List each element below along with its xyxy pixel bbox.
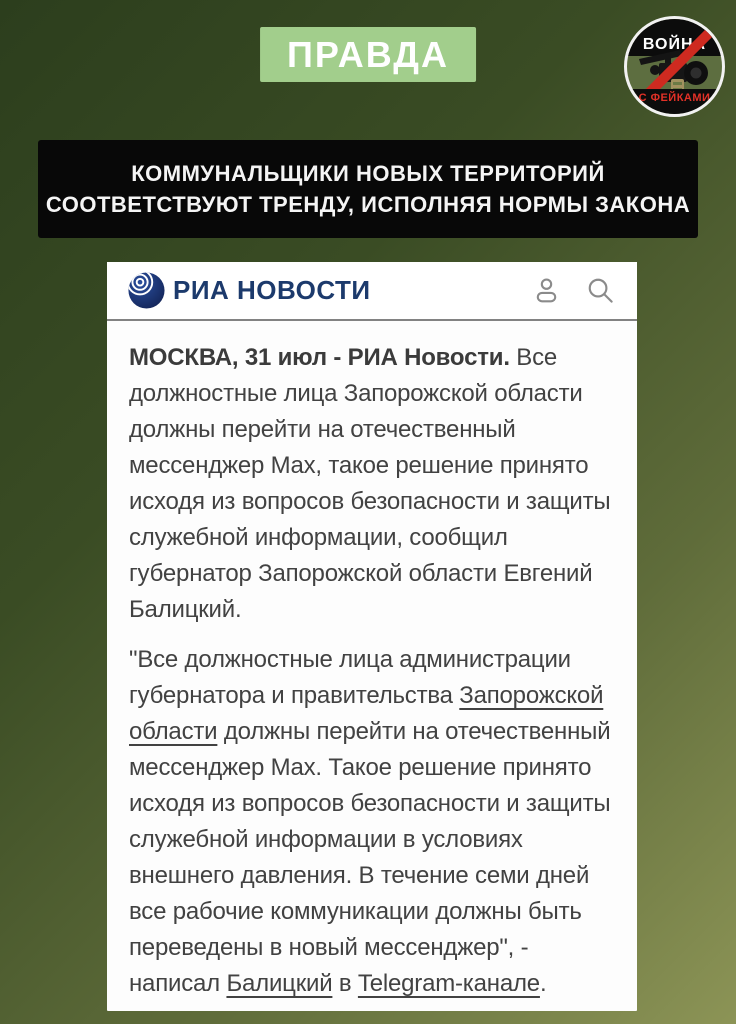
ria-novosti-logo[interactable]: [128, 272, 371, 309]
logo-top-label: ВОЙНА: [642, 36, 707, 53]
person-icon[interactable]: [531, 275, 562, 306]
paragraph-2-text: должны перейти на отечественный мессенджер Max. Такое решение принято исходя из вопросов безопасности и защиты служебной информации в условиях внешнего давления. В течение семи дней все рабочие коммуникации должны быть переведены в новый мессенджер", - написал: [129, 718, 611, 997]
ria-globe-icon: [128, 272, 165, 309]
paragraph-1: [129, 340, 615, 628]
war-on-fakes-logo-inner: [627, 19, 722, 114]
dateline-lead: МОСКВА, 31 июл - РИА Новости.: [129, 344, 510, 371]
headline-line-2: СООТВЕТСТВУЮТ ТРЕНДУ, ИСПОЛНЯЯ НОРМЫ ЗАКОНА: [45, 192, 691, 217]
war-on-fakes-logo: [624, 16, 725, 117]
paragraph-1-text: Все должностные лица Запорожской области должны перейти на отечественный мессенджер Max, такое решение принято исходя из вопросов безопасности и защиты служебной информации, сообщил губернатор Запорожской области Евгений Балицкий.: [129, 344, 611, 623]
headline-line-1: КОММУНАЛЬЩИКИ НОВЫХ ТЕРРИТОРИЙ: [131, 161, 605, 186]
logo-bottom-label: С ФЕЙКАМИ: [638, 92, 711, 104]
headline-banner: [38, 140, 698, 238]
article-body: [107, 321, 637, 1002]
search-icon[interactable]: [585, 275, 616, 306]
brand-name: РИА НОВОСТИ: [173, 275, 371, 305]
link-zaporozhye-region[interactable]: Запорожской области: [129, 682, 604, 745]
paragraph-2: [129, 642, 615, 1002]
header-actions: [531, 275, 616, 306]
truth-badge: ПРАВДА: [260, 27, 476, 82]
article-card: [107, 262, 637, 1011]
link-telegram-channel[interactable]: Telegram-канале: [357, 970, 540, 997]
link-balitsky[interactable]: Балицкий: [226, 970, 333, 997]
paragraph-2-text: .: [539, 970, 547, 997]
paragraph-2-text: в: [332, 970, 358, 997]
site-header: [107, 262, 637, 321]
paragraph-2-text: "Все должностные лица администрации губернатора и правительства: [129, 646, 571, 709]
logo-bottom-band: [627, 89, 722, 114]
